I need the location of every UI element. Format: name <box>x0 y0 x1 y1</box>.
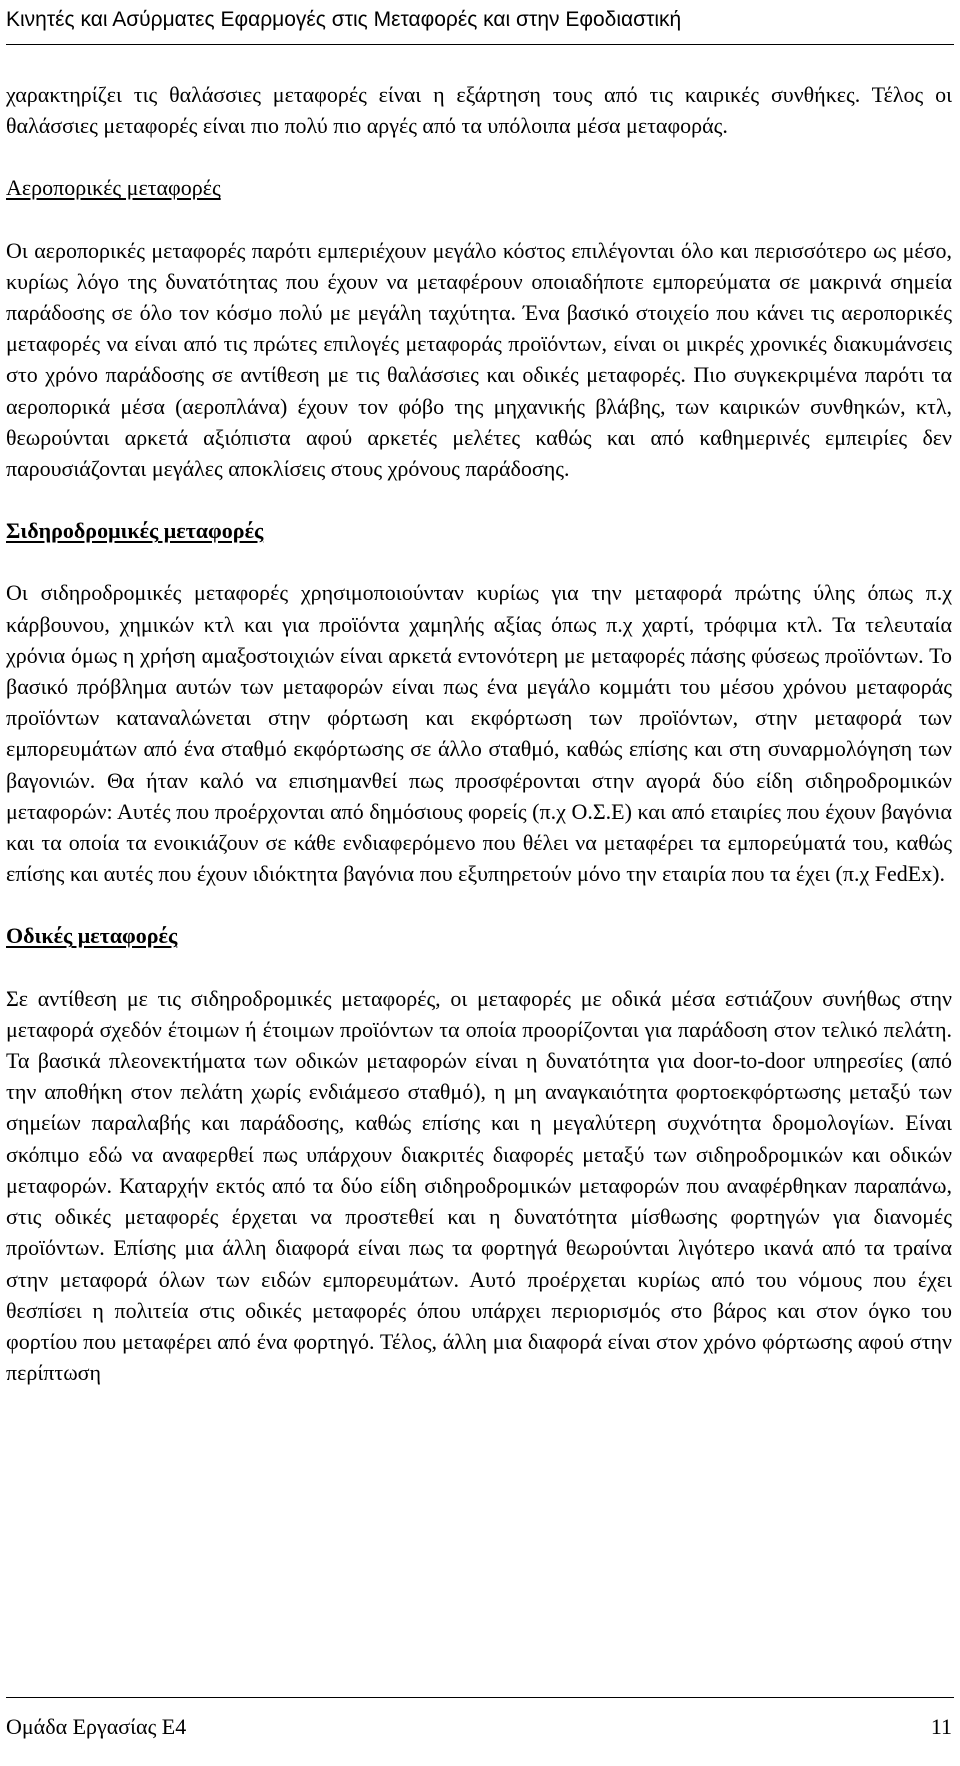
section-heading-air: Αεροπορικές μεταφορές <box>6 175 221 201</box>
intro-paragraph: χαρακτηρίζει τις θαλάσσιες μεταφορές είναι η εξάρτηση τους από τις καιρικές συνθήκες. Τέλος οι θαλάσσιες μεταφορές είναι πιο πολύ πιο αργές από τα υπόλοιπα μέσα μεταφοράς. <box>6 82 952 139</box>
header-divider <box>6 44 954 45</box>
spacer <box>6 204 952 235</box>
footer-group-name: Ομάδα Εργασίας Ε4 <box>6 1714 187 1739</box>
footer-divider <box>6 1697 954 1698</box>
spacer <box>6 546 952 577</box>
section-heading-rail: Σιδηροδρομικές μεταφορές <box>6 518 264 544</box>
section-paragraph-road: Σε αντίθεση με τις σιδηροδρομικές μεταφορές, οι μεταφορές με οδικά μέσα εστιάζουν συνήθως στην μεταφορά σχεδόν έτοιμων ή έτοιμων προϊόντων τα οποία προορίζονται για παράδοση στον τελικό πελάτη. Τα βασικά πλεονεκτήματα των οδικών μεταφορών είναι η δυνατότητα για door-to-door υπηρεσίες (από την αποθήκη στον πελάτη χωρίς ενδιάμεσο σταθμό), η μη αναγκαιότητα φορτοεκφόρτωσης μεταξύ των σημείων παραλαβής και παράδοσης, καθώς επίσης και η μεγαλύτερη συχνότητα δρομολογίων. Είναι σκόπιμο εδώ να αναφερθεί πως υπάρχουν διακριτές διαφορές μεταξύ των σιδηροδρομικών και οδικών μεταφορών. Καταρχήν εκτός από τα δύο είδη σιδηροδρομικών μεταφορών που αναφέρθηκαν παραπάνω, στις οδικές μεταφορές έρχεται να προστεθεί και η δυνατότητα μίσθωσης φορτηγών για διανομές προϊόντων. Επίσης μια άλλη διαφορά είναι πως τα φορτηγά θεωρούνται λιγότερο ικανά από τα τραίνα στην μεταφορά όλων των ειδών εμπορευμάτων. Αυτό προέρχεται κυρίως από του νόμους που έχει θεσπίσει η πολιτεία στις οδικές μεταφορές όπου υπάρχει περιορισμός στο βάρος και στον όγκο του φορτίου που μεταφέρει από ένα φορτηγό. Τέλος, άλλη μια διαφορά είναι στον χρόνο φόρτωσης αφού στην περίπτωση <box>6 985 952 1386</box>
running-header: Κινητές και Ασύρματες Εφαρμογές στις Μεταφορές και στην Εφοδιαστική <box>6 8 682 31</box>
spacer <box>6 889 952 920</box>
spacer <box>6 484 952 515</box>
spacer <box>6 141 952 172</box>
page-number: 11 <box>930 1714 952 1739</box>
section-paragraph-rail: Οι σιδηροδρομικές μεταφορές χρησιμοποιούνταν κυρίως για την μεταφορά πρώτης ύλης όπως π.χ κάρβουνου, χημικών κτλ και για προϊόντα χαμηλής αξίας όπως π.χ χαρτί, τρόφιμα κτλ. Τα τελευταία χρόνια όμως η χρήση αμαξοστοιχιών είναι αρκετά εντονότερη με μεταφορές πάσης φύσεως προϊόντων. Το βασικό πρόβλημα αυτών των μεταφορών είναι πως ένα μεγάλο κομμάτι του μέσου χρόνου μεταφοράς προϊόντων καταναλώνεται στην φόρτωση και εκφόρτωση των προϊόντων, στην μεταφορά των εμπορευμάτων από ένα σταθμό εκφόρτωσης σε άλλο σταθμό, καθώς επίσης και στη συναρμολόγηση των βαγονιών. Θα ήταν καλό να επισημανθεί πως προσφέρονται στην αγορά δύο είδη σιδηροδρομικών μεταφορών: Αυτές που προέρχονται από δημόσιους φορείς (π.χ Ο.Σ.Ε) και από εταιρίες που έχουν βαγόνια και τα οποία τα ενοικιάζουν σε κάθε ενδιαφερόμενο που θέλει να μεταφέρει τα εμπορεύματά του, καθώς επίσης και αυτές που έχουν ιδιόκτητα βαγόνια που εξυπηρετούν μόνο την εταιρία που τα έχει (π.χ FedEx). <box>6 580 952 887</box>
section-paragraph-air: Οι αεροπορικές μεταφορές παρότι εμπεριέχουν μεγάλο κόστος επιλέγονται όλο και περισσότερο ως μέσο, κυρίως λόγο της δυνατότητας που έχουν να μεταφέρουν οποιαδήποτε εμπορεύματα σε μακρινά σημεία παράδοσης σε όλο τον κόσμο πολύ με μεγάλη ταχύτητα. Ένα βασικό στοιχείο που κάνει τις αεροπορικές μεταφορές να είναι από τις πρώτες επιλογές μεταφοράς προϊόντων, είναι οι μικρές χρονικές διακυμάνσεις στο χρόνο παράδοσης σε αντίθεση με τις θαλάσσιες και οδικές μεταφορές. Πιο συγκεκριμένα παρότι τα αεροπορικά μέσα (αεροπλάνα) έχουν τον φόβο της μηχανικής βλάβης, των καιρικών συνθηκών, κτλ, θεωρούνται αρκετά αξιόπιστα αφού αρκετές μελέτες καθώς και από καθημερινές εμπειρίες δεν παρουσιάζονται μεγάλες αποκλίσεις στους χρόνους παράδοσης. <box>6 237 952 482</box>
page-content <box>6 79 952 1388</box>
spacer <box>6 952 952 983</box>
section-heading-road: Οδικές μεταφορές <box>6 923 178 949</box>
